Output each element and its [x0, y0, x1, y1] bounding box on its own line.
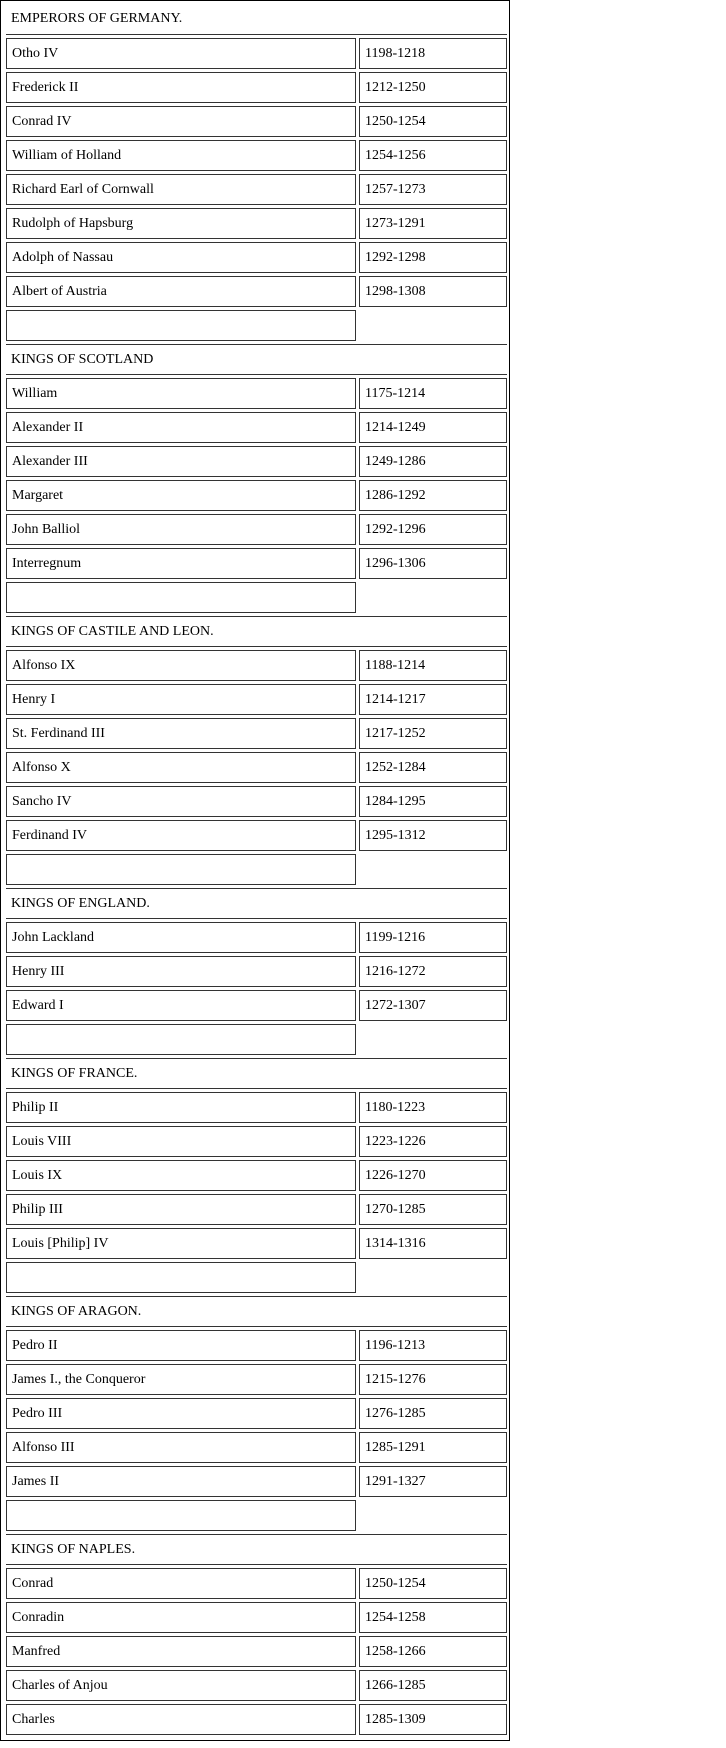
blank-cell	[6, 1024, 356, 1055]
section-title: EMPERORS OF GERMANY.	[6, 4, 507, 35]
blank-cell	[6, 854, 356, 885]
section-title: KINGS OF SCOTLAND	[6, 344, 507, 375]
reign-years: 1285-1291	[359, 1432, 507, 1463]
table-row	[1, 1364, 510, 1395]
table-row	[1, 208, 510, 239]
blank-row	[1, 1500, 510, 1531]
reign-years: 1257-1273	[359, 174, 507, 205]
reign-years: 1292-1296	[359, 514, 507, 545]
section-heading-row	[1, 344, 510, 375]
table-row	[1, 1126, 510, 1157]
table-row	[1, 956, 510, 987]
reign-years: 1314-1316	[359, 1228, 507, 1259]
ruler-name: William of Holland	[6, 140, 356, 171]
blank-row	[1, 854, 510, 885]
ruler-name: Albert of Austria	[6, 276, 356, 307]
section-title: KINGS OF NAPLES.	[6, 1534, 507, 1565]
blank-cell	[6, 1500, 356, 1531]
reign-years: 1295-1312	[359, 820, 507, 851]
section-heading-row	[1, 1296, 510, 1327]
section-heading-row	[1, 1058, 510, 1089]
table-row	[1, 106, 510, 137]
reign-years: 1198-1218	[359, 38, 507, 69]
reign-years: 1296-1306	[359, 548, 507, 579]
ruler-name: Philip III	[6, 1194, 356, 1225]
ruler-name: Henry I	[6, 684, 356, 715]
table-row	[1, 1194, 510, 1225]
ruler-name: Conrad IV	[6, 106, 356, 137]
ruler-name: Alfonso IX	[6, 650, 356, 681]
reign-years: 1217-1252	[359, 718, 507, 749]
ruler-name: Charles of Anjou	[6, 1670, 356, 1701]
reign-years: 1285-1309	[359, 1704, 507, 1735]
section-heading-row	[1, 1534, 510, 1565]
reign-years: 1216-1272	[359, 956, 507, 987]
ruler-name: James II	[6, 1466, 356, 1497]
ruler-name: Frederick II	[6, 72, 356, 103]
table-row	[1, 990, 510, 1021]
blank-cell	[6, 582, 356, 613]
table-row	[1, 1704, 510, 1735]
ruler-name: Richard Earl of Cornwall	[6, 174, 356, 205]
table-row	[1, 1432, 510, 1463]
reign-years: 1212-1250	[359, 72, 507, 103]
table-row	[1, 1398, 510, 1429]
section-title: KINGS OF FRANCE.	[6, 1058, 507, 1089]
reign-years: 1175-1214	[359, 378, 507, 409]
ruler-name: Louis [Philip] IV	[6, 1228, 356, 1259]
reign-years: 1286-1292	[359, 480, 507, 511]
table-row	[1, 548, 510, 579]
reign-years: 1249-1286	[359, 446, 507, 477]
reign-years: 1254-1258	[359, 1602, 507, 1633]
reign-years: 1291-1327	[359, 1466, 507, 1497]
table-row	[1, 378, 510, 409]
ruler-name: Pedro III	[6, 1398, 356, 1429]
blank-cell	[6, 310, 356, 341]
ruler-name: Pedro II	[6, 1330, 356, 1361]
ruler-name: Interregnum	[6, 548, 356, 579]
table-row	[1, 718, 510, 749]
table-row	[1, 514, 510, 545]
ruler-name: Alfonso III	[6, 1432, 356, 1463]
ruler-name: John Lackland	[6, 922, 356, 953]
section-heading-row	[1, 888, 510, 919]
section-heading-row	[1, 4, 510, 35]
table-row	[1, 1160, 510, 1191]
table-row	[1, 1670, 510, 1701]
ruler-name: Alfonso X	[6, 752, 356, 783]
ruler-name: James I., the Conqueror	[6, 1364, 356, 1395]
table-row	[1, 820, 510, 851]
ruler-name: Alexander III	[6, 446, 356, 477]
table-row	[1, 446, 510, 477]
table-row	[1, 922, 510, 953]
ruler-name: Alexander II	[6, 412, 356, 443]
table-row	[1, 174, 510, 205]
section-title: KINGS OF CASTILE AND LEON.	[6, 616, 507, 647]
reign-years: 1215-1276	[359, 1364, 507, 1395]
reign-years: 1273-1291	[359, 208, 507, 239]
reign-years: 1252-1284	[359, 752, 507, 783]
section-title: KINGS OF ARAGON.	[6, 1296, 507, 1327]
table-row	[1, 650, 510, 681]
reign-years: 1250-1254	[359, 106, 507, 137]
ruler-name: Conradin	[6, 1602, 356, 1633]
table-row	[1, 242, 510, 273]
section-title: KINGS OF ENGLAND.	[6, 888, 507, 919]
ruler-name: Margaret	[6, 480, 356, 511]
ruler-name: Edward I	[6, 990, 356, 1021]
table-row	[1, 1568, 510, 1599]
table-row	[1, 412, 510, 443]
reign-years: 1258-1266	[359, 1636, 507, 1667]
reign-years: 1298-1308	[359, 276, 507, 307]
reign-years: 1250-1254	[359, 1568, 507, 1599]
reign-years: 1199-1216	[359, 922, 507, 953]
reign-years: 1188-1214	[359, 650, 507, 681]
reign-years: 1214-1217	[359, 684, 507, 715]
table-row	[1, 480, 510, 511]
reign-years: 1276-1285	[359, 1398, 507, 1429]
reign-years: 1292-1298	[359, 242, 507, 273]
table-row	[1, 752, 510, 783]
ruler-name: Rudolph of Hapsburg	[6, 208, 356, 239]
table-row	[1, 140, 510, 171]
reign-years: 1254-1256	[359, 140, 507, 171]
table-row	[1, 1228, 510, 1259]
ruler-name: Henry III	[6, 956, 356, 987]
blank-row	[1, 310, 510, 341]
ruler-name: St. Ferdinand III	[6, 718, 356, 749]
reign-years: 1226-1270	[359, 1160, 507, 1191]
reign-years: 1214-1249	[359, 412, 507, 443]
ruler-name: Charles	[6, 1704, 356, 1735]
blank-row	[1, 582, 510, 613]
ruler-name: Ferdinand IV	[6, 820, 356, 851]
reign-years: 1284-1295	[359, 786, 507, 817]
table-row	[1, 1092, 510, 1123]
blank-cell	[6, 1262, 356, 1293]
table-row	[1, 786, 510, 817]
table-row	[1, 72, 510, 103]
table-row	[1, 38, 510, 69]
ruler-name: Louis VIII	[6, 1126, 356, 1157]
table-row	[1, 1602, 510, 1633]
blank-row	[1, 1262, 510, 1293]
ruler-name: William	[6, 378, 356, 409]
reign-years: 1270-1285	[359, 1194, 507, 1225]
table-row	[1, 1330, 510, 1361]
table-row	[1, 1466, 510, 1497]
ruler-name: Adolph of Nassau	[6, 242, 356, 273]
ruler-name: Louis IX	[6, 1160, 356, 1191]
ruler-name: Manfred	[6, 1636, 356, 1667]
section-heading-row	[1, 616, 510, 647]
ruler-name: Sancho IV	[6, 786, 356, 817]
ruler-name: Otho IV	[6, 38, 356, 69]
reign-years: 1196-1213	[359, 1330, 507, 1361]
ruler-name: John Balliol	[6, 514, 356, 545]
table-row	[1, 684, 510, 715]
blank-row	[1, 1024, 510, 1055]
reign-years: 1266-1285	[359, 1670, 507, 1701]
reign-years: 1272-1307	[359, 990, 507, 1021]
ruler-name: Conrad	[6, 1568, 356, 1599]
ruler-name: Philip II	[6, 1092, 356, 1123]
reign-years: 1180-1223	[359, 1092, 507, 1123]
reign-years: 1223-1226	[359, 1126, 507, 1157]
table-row	[1, 276, 510, 307]
table-row	[1, 1636, 510, 1667]
